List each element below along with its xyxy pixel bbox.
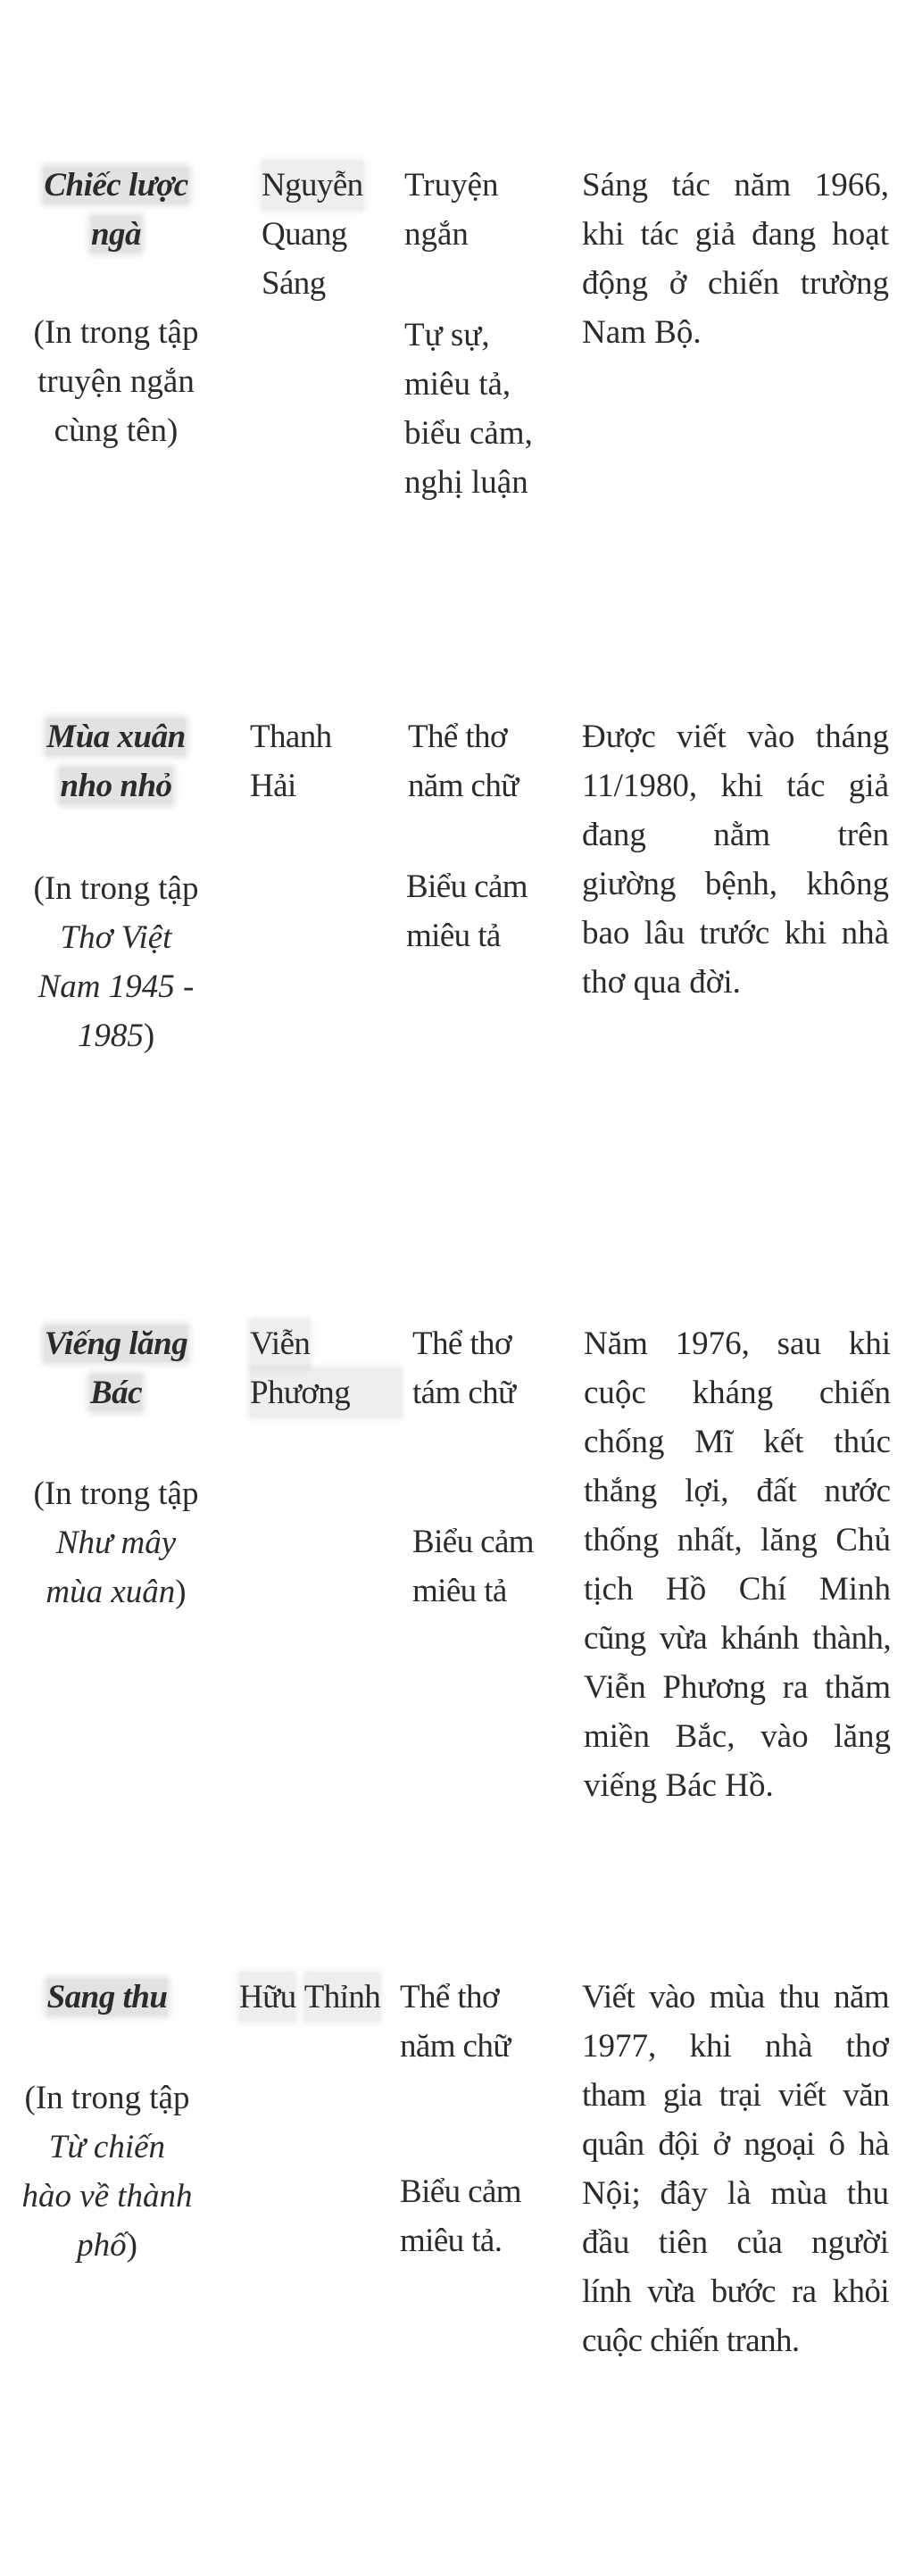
context-line: thơ qua đời.: [582, 964, 741, 1001]
context-line: Nội; đây là mùa thu: [582, 2175, 889, 2212]
context-line: viếng Bác Hồ.: [584, 1767, 774, 1804]
context-line: lính vừa bước ra khỏi: [582, 2273, 889, 2310]
context-line: động ở chiến trường: [582, 265, 889, 302]
work-title-line: Mùa xuân: [46, 719, 186, 755]
source-line: Như mây: [55, 1525, 177, 1561]
closing-paren: ): [143, 1018, 155, 1054]
author-line: Hải: [250, 768, 296, 804]
author-line: Sáng: [262, 265, 326, 302]
context-line: Năm 1976, sau khi: [584, 1325, 891, 1362]
work-title-line: Viếng lăng: [44, 1325, 188, 1362]
context-line: tham gia trại viết văn: [582, 2077, 889, 2114]
author-line: Viễn: [250, 1319, 310, 1368]
closing-paren: ): [175, 1574, 187, 1610]
author-cell: [250, 1319, 402, 1417]
source-line: mùa xuân: [46, 1574, 176, 1610]
context-cell: [582, 712, 889, 1007]
author-line: Phương: [250, 1368, 402, 1417]
author-cell: [239, 1973, 391, 2022]
context-line: 11/1980, khi tác giả: [582, 768, 889, 804]
genre-line: Thể thơ: [412, 1325, 511, 1362]
author-line: Nguyễn: [262, 161, 363, 210]
source-line: phố: [77, 2227, 127, 2264]
genre-cell: [400, 1973, 569, 2071]
context-line: giường bệnh, không: [582, 866, 889, 902]
author-cell: [250, 712, 402, 810]
genre-line: năm chữ: [400, 2028, 511, 2065]
expression-mode-cell: [412, 1517, 582, 1616]
source-line: (In trong tập: [33, 314, 199, 351]
source-line: hào về thành: [21, 2178, 193, 2215]
context-line: Nam Bộ.: [582, 314, 702, 351]
mode-line: Tự sự,: [404, 317, 490, 353]
mode-line: biểu cảm,: [404, 415, 533, 452]
context-line: cuộc kháng chiến: [584, 1375, 891, 1411]
mode-line: nghị luận: [404, 464, 528, 501]
closing-paren: ): [126, 2227, 137, 2264]
work-title-line: nho nhỏ: [60, 768, 172, 804]
source-line: Nam 1945 -: [37, 968, 195, 1005]
context-line: đầu tiên của người: [582, 2224, 889, 2261]
work-title-line: Chiếc lược: [44, 167, 188, 204]
source-line: (In trong tập: [33, 1475, 199, 1512]
source-cell: [18, 308, 214, 455]
context-cell: [582, 1973, 889, 2365]
source-line: cùng tên): [54, 412, 179, 449]
mode-line: Biểu cảm: [412, 1524, 534, 1560]
mode-line: miêu tả: [412, 1573, 507, 1609]
author-line: Thanh: [250, 719, 332, 755]
work-title-cell: [9, 1973, 205, 2022]
context-line: miền Bắc, vào lăng: [584, 1718, 891, 1755]
genre-line: Truyện: [404, 167, 499, 204]
genre-line: Thể thơ: [400, 1979, 499, 2015]
context-cell: [582, 161, 889, 357]
context-line: Viết vào mùa thu năm: [582, 1979, 889, 2015]
work-title-cell: [18, 712, 214, 810]
source-cell: [18, 864, 214, 1060]
source-line: 1985: [77, 1018, 144, 1054]
author-line: Hữu: [239, 1973, 295, 2022]
source-cell: [9, 2073, 205, 2270]
genre-line: ngắn: [404, 216, 469, 253]
context-line: cũng vừa khánh thành,: [584, 1620, 891, 1657]
context-line: quân đội ở ngoại ô hà: [582, 2126, 889, 2163]
expression-mode-cell: [404, 311, 574, 507]
author-line: Quang: [262, 216, 347, 253]
source-line: Từ chiến: [48, 2129, 166, 2165]
context-line: tịch Hồ Chí Minh: [584, 1571, 891, 1608]
work-title-cell: [18, 1319, 214, 1417]
mode-line: Biểu cảm: [406, 868, 528, 905]
context-line: Được viết vào tháng: [582, 719, 889, 755]
mode-line: miêu tả,: [404, 366, 511, 403]
context-line: thắng lợi, đất nước: [584, 1473, 891, 1509]
context-line: thống nhất, lăng Chủ: [584, 1522, 891, 1558]
context-line: Sáng tác năm 1966,: [582, 167, 889, 204]
genre-cell: [412, 1319, 582, 1417]
mode-line: miêu tả: [406, 918, 501, 954]
context-line: khi tác giả đang hoạt: [582, 216, 889, 253]
genre-line: năm chữ: [408, 768, 519, 804]
work-title-line: Bác: [89, 1375, 143, 1411]
expression-mode-cell: [400, 2167, 569, 2265]
genre-cell: [408, 712, 577, 810]
mode-line: Biểu cảm: [400, 2173, 521, 2210]
source-cell: [18, 1469, 214, 1616]
genre-line: Thể thơ: [408, 719, 507, 755]
author-cell: [262, 161, 413, 308]
source-line: Thơ Việt: [60, 919, 172, 956]
context-line: đang nằm trên: [582, 817, 889, 853]
expression-mode-cell: [406, 862, 576, 960]
context-line: chống Mĩ kết thúc: [584, 1424, 891, 1460]
context-line: 1977, khi nhà thơ: [582, 2028, 889, 2065]
context-line: bao lâu trước khi nhà: [582, 915, 889, 951]
context-line: cuộc chiến tranh.: [582, 2323, 800, 2359]
genre-line: tám chữ: [412, 1375, 516, 1411]
source-line: truyện ngắn: [37, 363, 195, 400]
context-line: Viễn Phương ra thăm: [584, 1669, 891, 1706]
source-line: (In trong tập: [24, 2080, 190, 2116]
context-cell: [584, 1319, 891, 1810]
work-title-line: ngà: [90, 216, 142, 253]
work-title-cell: [18, 161, 214, 308]
mode-line: miêu tả.: [400, 2223, 503, 2259]
genre-cell: [404, 161, 574, 259]
work-title-line: Sang thu: [46, 1979, 168, 2015]
source-line: (In trong tập: [33, 870, 199, 907]
author-line: Thỉnh: [304, 1973, 380, 2022]
